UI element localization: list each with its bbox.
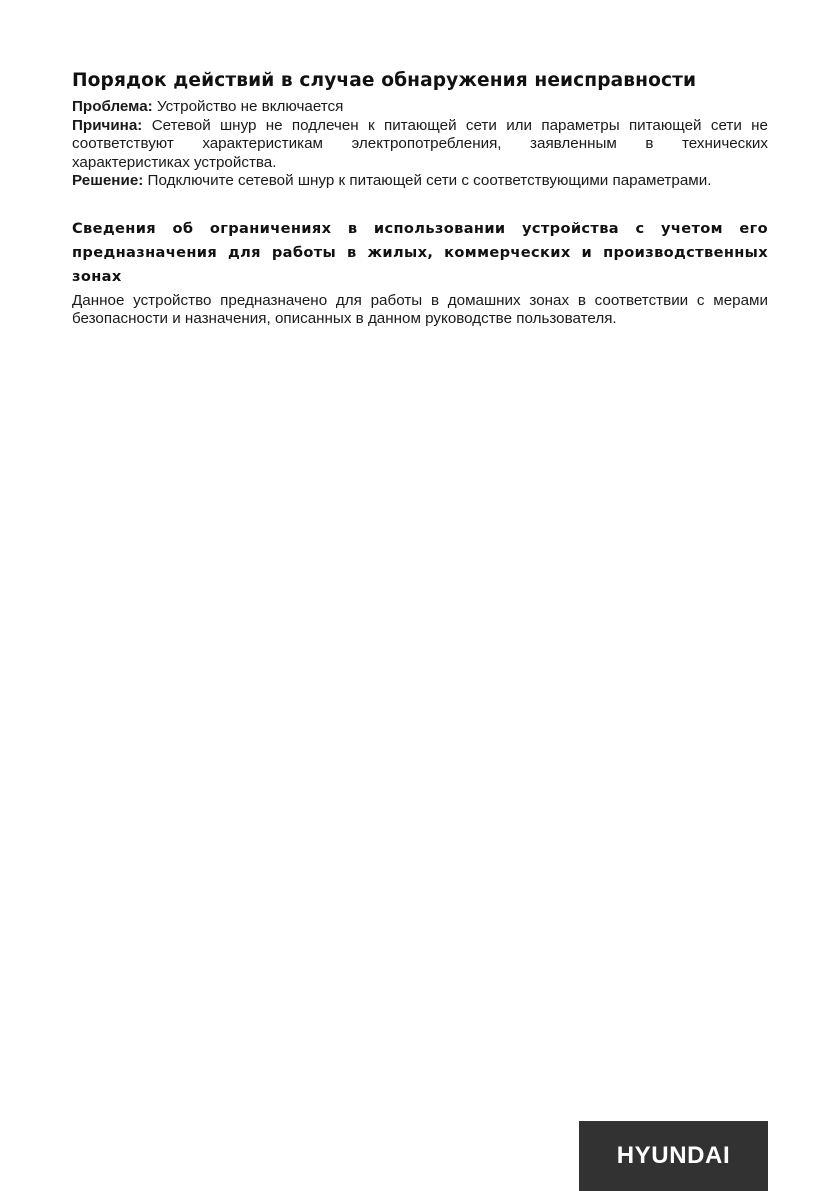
restrictions-section — [72, 217, 768, 329]
restrictions-body: Данное устройство предназначено для работы в домашних зонах в соответствии с мерами безопасности и назначения, описанных в данном руководстве пользователя. — [72, 291, 768, 327]
cause-text: Сетевой шнур не подлечен к питающей сети или параметры питающей сети не соответствуют характеристикам электропотребления, заявленным в технических характеристиках устройства. — [72, 116, 768, 171]
problem-label: Проблема: — [72, 98, 153, 115]
restrictions-title: Сведения об ограничениях в использовании устройства с учетом его предназначения для работы в жилых, коммерческих и производственных зонах — [72, 219, 768, 285]
troubleshooting-section — [72, 66, 768, 191]
solution-text: Подключите сетевой шнур к питающей сети с соответствующими параметрами. — [143, 172, 712, 189]
page-content — [72, 66, 768, 329]
troubleshooting-title: Порядок действий в случае обнаружения неисправности — [72, 70, 697, 91]
problem-paragraph — [72, 98, 768, 117]
solution-label: Решение: — [72, 172, 144, 189]
cause-paragraph — [72, 117, 768, 173]
cause-label: Причина: — [72, 116, 143, 134]
hyundai-logo-text: HYUNDAI — [616, 1142, 731, 1169]
solution-paragraph — [72, 172, 768, 191]
problem-text: Устройство не включается — [152, 98, 344, 115]
hyundai-logo — [579, 1121, 768, 1191]
